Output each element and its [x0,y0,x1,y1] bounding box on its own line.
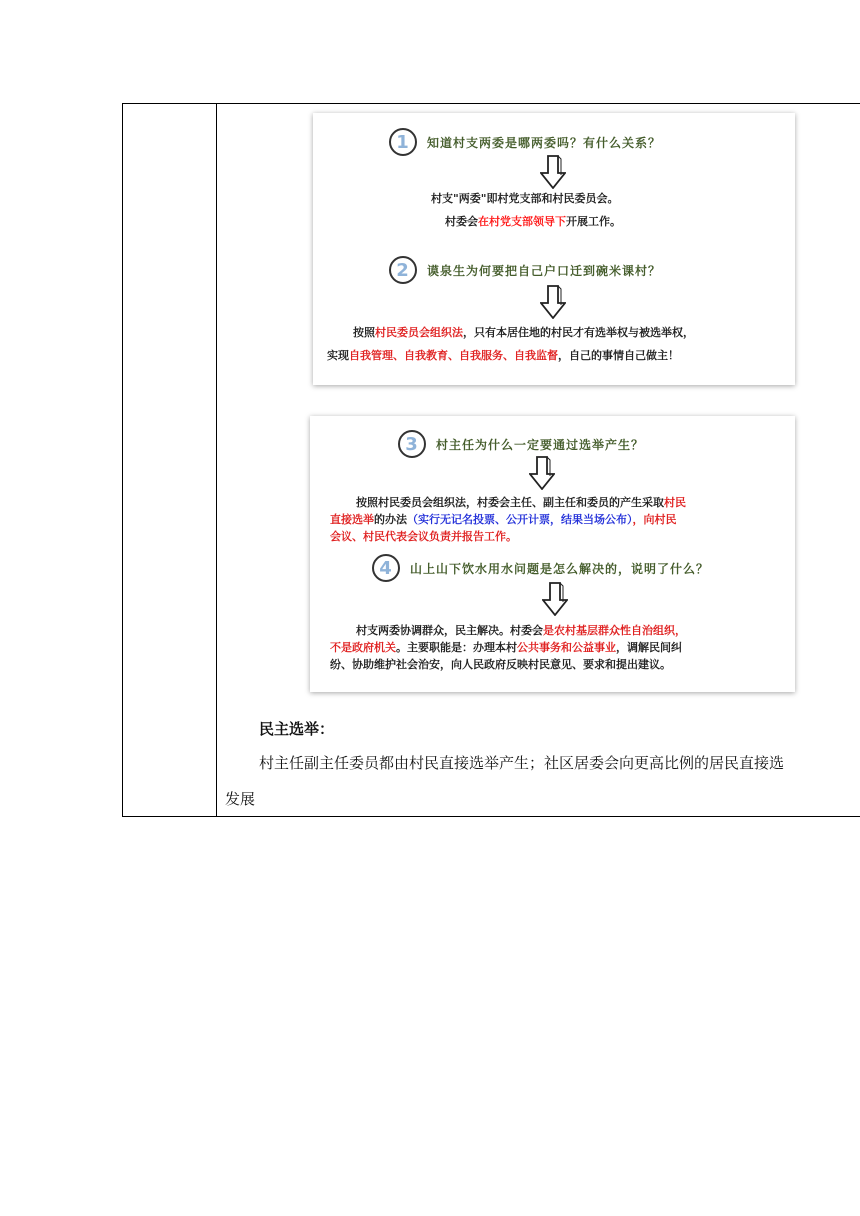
answer-3-line-1: 按照村民委员会组织法，村委会主任、副主任和委员的产生采取村民 [356,496,686,509]
question-2 [389,256,661,284]
question-1-text: 知道村支两委是哪两委吗？有什么关系？ [427,135,662,150]
answer-3-line-3: 会议、村民代表会议负责并报告工作。 [330,530,517,543]
paragraph-line-2: 发展 [225,790,256,808]
question-4 [372,554,709,582]
highlight-text: 在村党支部领导下 [478,215,566,228]
down-arrow-icon [540,155,566,189]
answer-4-line-1: 村支两委协调群众，民主解决。村委会是农村基层群众性自治组织， [356,624,686,637]
section-heading: 民主选举： [259,720,335,738]
question-1 [389,128,661,156]
question-4-text: 山上山下饮水用水问题是怎么解决的，说明了什么？ [410,561,710,576]
down-arrow-icon [540,285,566,319]
down-arrow-icon [542,582,568,616]
answer-2-line-1: 按照村民委员会组织法，只有本居住地的村民才有选举权与被选举权， [353,326,694,339]
number-badge-3: 3 [398,430,426,458]
info-card-1 [313,113,795,385]
number-badge-1: 1 [389,128,417,156]
question-2-text: 谟泉生为何要把自己户口迁到碗米课村？ [427,263,662,278]
number-badge-4: 4 [372,554,400,582]
answer-1-line-2: 村委会在村党支部领导下开展工作。 [445,215,621,228]
question-3 [398,430,644,458]
table-column-divider [216,103,217,817]
question-3-text: 村主任为什么一定要通过选举产生？ [436,437,645,452]
paragraph-line-1: 村主任副主任委员都由村民直接选举产生；社区居委会向更高比例的居民直接选 [259,754,785,772]
answer-2-line-2: 实现自我管理、自我教育、自我服务、自我监督，自己的事情自己做主！ [327,349,679,362]
number-badge-2: 2 [389,256,417,284]
answer-3-line-2: 直接选举的办法（实行无记名投票、公开计票，结果当场公布），向村民 [330,513,677,526]
down-arrow-icon [529,456,555,490]
answer-1-line-1: 村支"两委"即村党支部和村民委员会。 [431,192,619,205]
answer-4-line-3: 纷、协助维护社会治安，向人民政府反映村民意见、要求和提出建议。 [330,658,671,671]
info-card-2 [310,416,795,692]
answer-4-line-2: 不是政府机关。主要职能是：办理本村公共事务和公益事业，调解民间纠 [330,641,682,654]
